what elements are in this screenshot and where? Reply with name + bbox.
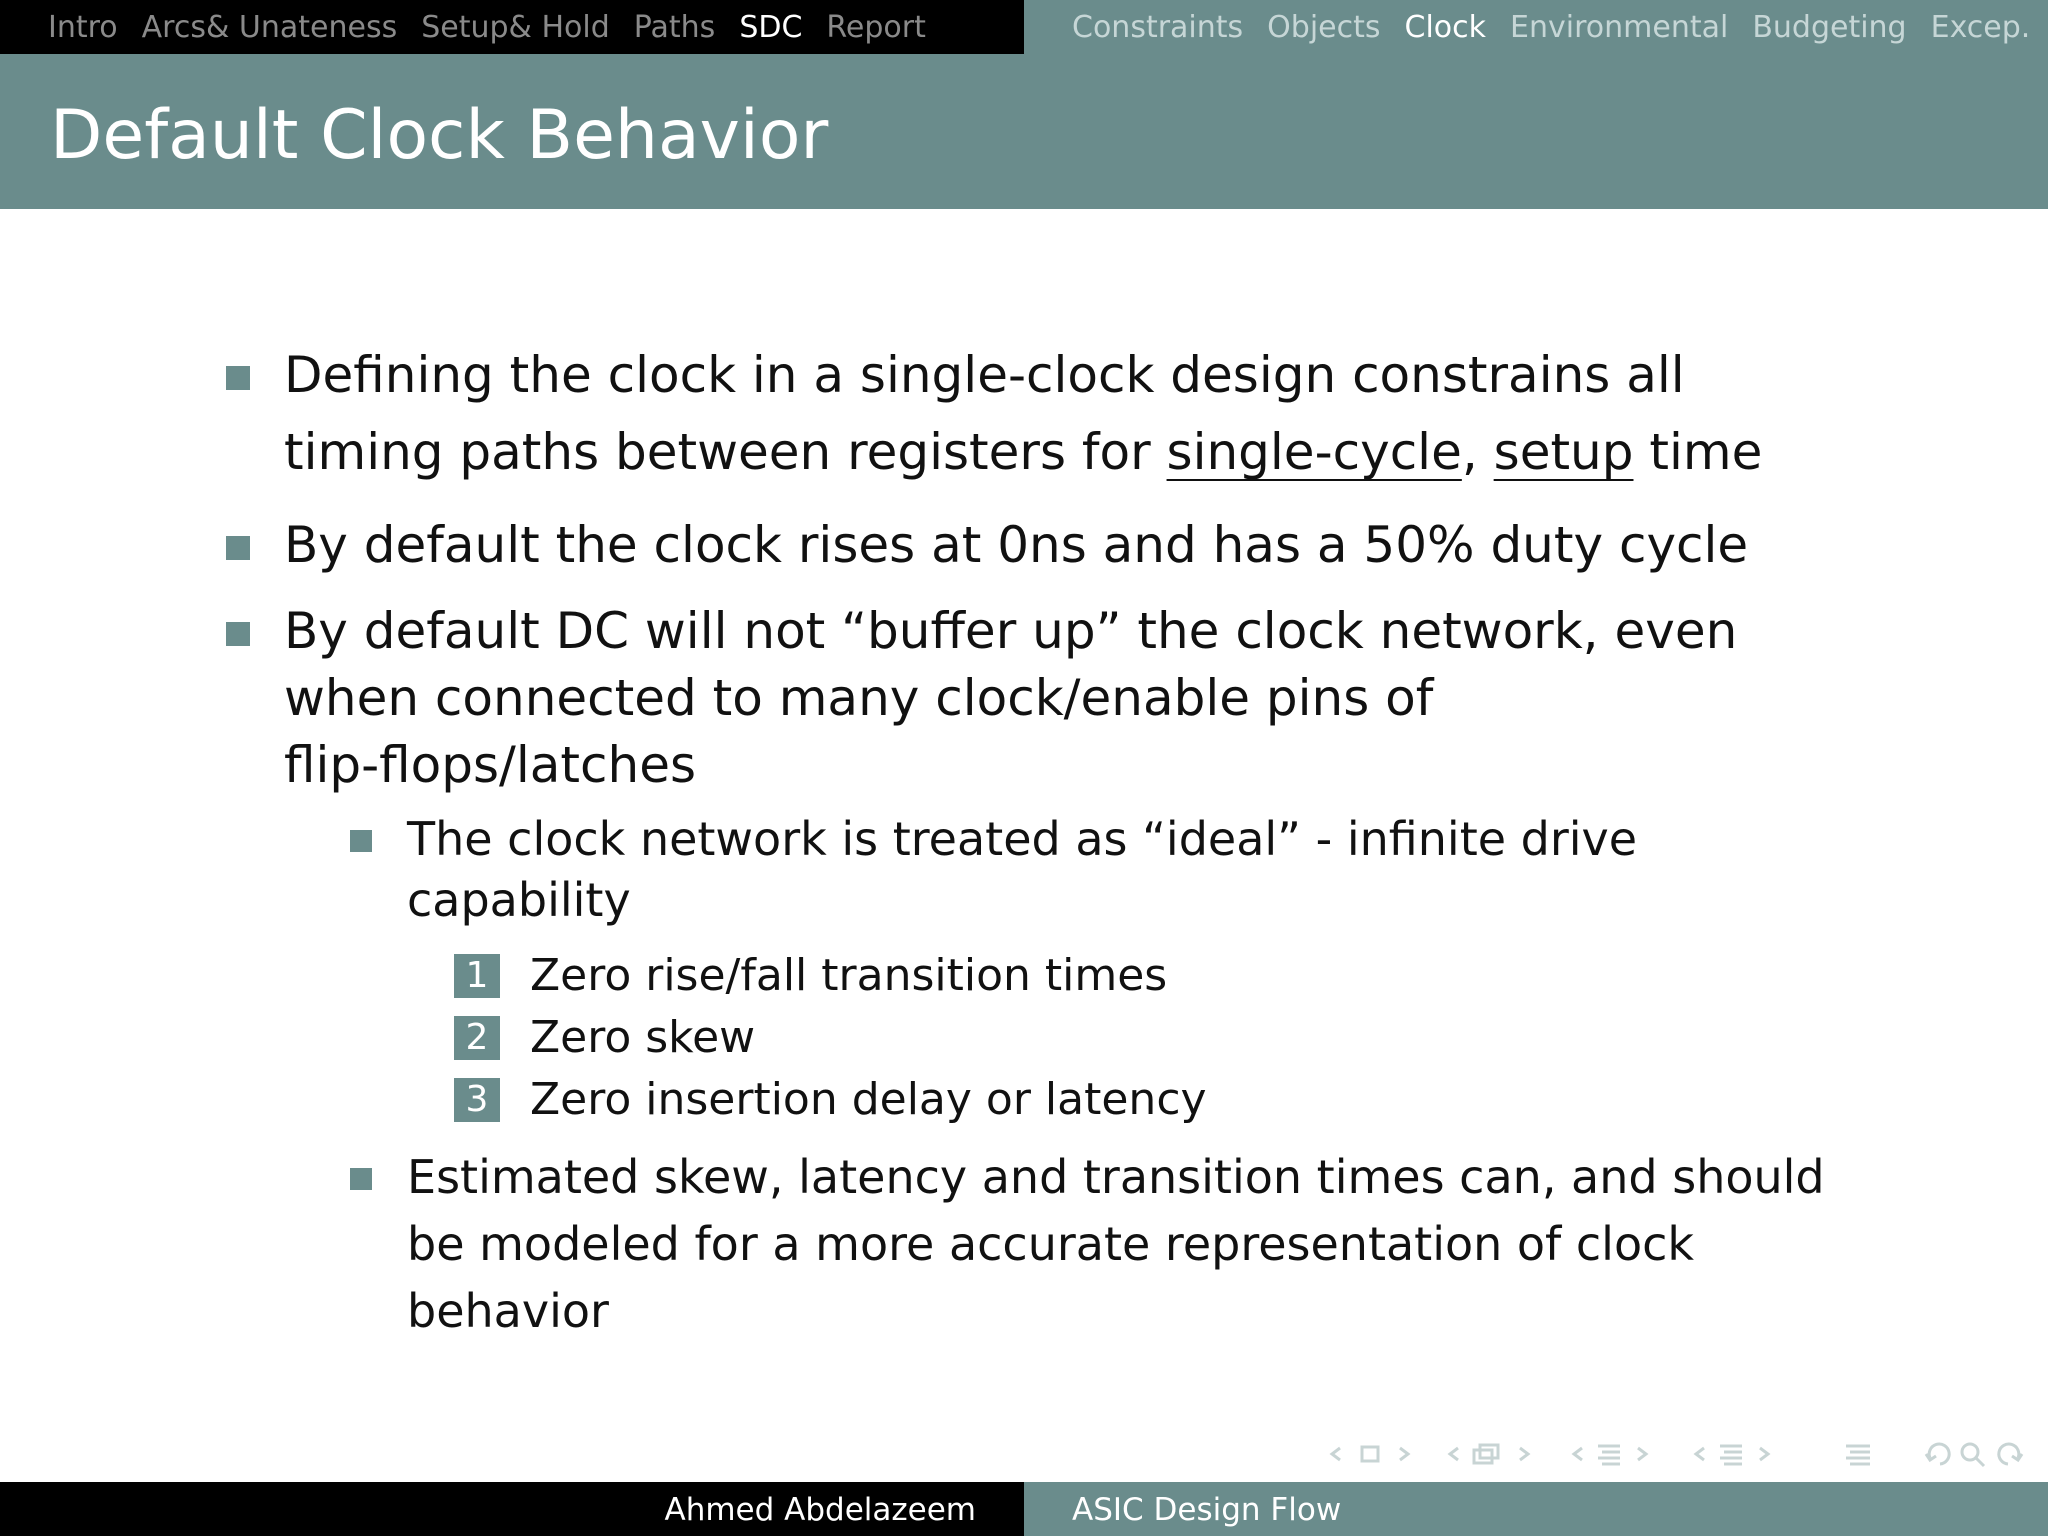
nav-section-sdc[interactable]: SDC bbox=[739, 9, 803, 45]
bullet-text: By default DC will not “buffer up” the clock network, even bbox=[284, 602, 1738, 660]
nav-section-arcs-unateness[interactable]: Arcs& Unateness bbox=[141, 9, 398, 45]
footer-left bbox=[0, 1482, 1024, 1536]
underlined-term: setup bbox=[1493, 423, 1634, 481]
enum-number-badge: 3 bbox=[454, 1078, 500, 1122]
nav-subsection-budgeting[interactable]: Budgeting bbox=[1752, 9, 1907, 45]
bullet-text: By default the clock rises at 0ns and has a 50% duty cycle bbox=[284, 516, 1749, 574]
enum-text: Zero rise/fall transition times bbox=[530, 950, 1168, 1001]
slide-nav-section-icon[interactable] bbox=[1568, 1436, 1698, 1472]
bullet-square-icon bbox=[226, 622, 250, 646]
slide-nav-search-icons[interactable] bbox=[1922, 1436, 2032, 1472]
slide-nav-outline-icon[interactable] bbox=[1840, 1436, 1890, 1472]
section-navigation-bar bbox=[0, 0, 2048, 54]
nav-subsection-objects[interactable]: Objects bbox=[1267, 9, 1381, 45]
bullet-text: flip-flops/latches bbox=[284, 736, 697, 794]
bullet-square-icon bbox=[350, 830, 372, 852]
bullet-square-icon bbox=[226, 536, 250, 560]
bullet-text: be modeled for a more accurate representation of clock bbox=[407, 1217, 1695, 1271]
nav-subsection-clock[interactable]: Clock bbox=[1404, 9, 1487, 45]
enum-number-badge: 2 bbox=[454, 1016, 500, 1060]
enum-number-badge: 1 bbox=[454, 954, 500, 998]
enum-text: Zero insertion delay or latency bbox=[530, 1074, 1207, 1125]
bullet-text: when connected to many clock/enable pins of bbox=[284, 669, 1434, 727]
footer-bar bbox=[0, 1482, 2048, 1536]
title-bar bbox=[0, 54, 2048, 209]
footer-course-title: ASIC Design Flow bbox=[1072, 1492, 1342, 1528]
bullet-text: capability bbox=[407, 873, 631, 927]
bullet-square-icon bbox=[350, 1168, 372, 1190]
footer-author: Ahmed Abdelazeem bbox=[664, 1492, 976, 1528]
bullet-text: timing paths between registers for single-cycle, setup time bbox=[284, 423, 1763, 481]
nav-subsection-exceptions[interactable]: Excep. bbox=[1930, 9, 2031, 45]
nav-section-intro[interactable]: Intro bbox=[48, 9, 118, 45]
underlined-term: single-cycle bbox=[1166, 423, 1462, 481]
enum-text: Zero skew bbox=[530, 1012, 756, 1063]
bullet-text: Defining the clock in a single-clock design constrains all bbox=[284, 346, 1685, 404]
footer-right bbox=[1024, 1482, 2048, 1536]
nav-section-setup-hold[interactable]: Setup& Hold bbox=[421, 9, 610, 45]
nav-subsection-environmental[interactable]: Environmental bbox=[1510, 9, 1729, 45]
bullet-text: The clock network is treated as “ideal” - infinite drive bbox=[407, 812, 1638, 866]
nav-section-paths[interactable]: Paths bbox=[633, 9, 716, 45]
slide-title: Default Clock Behavior bbox=[50, 96, 829, 175]
slide-nav-frame-icon[interactable] bbox=[1320, 1436, 1460, 1472]
bullet-text: Estimated skew, latency and transition times can, and should bbox=[407, 1150, 1825, 1204]
subsection-nav-right bbox=[1024, 0, 2048, 54]
beamer-navigation-controls bbox=[1320, 1436, 2040, 1472]
section-nav-left bbox=[0, 0, 1024, 54]
nav-subsection-constraints[interactable]: Constraints bbox=[1072, 9, 1244, 45]
nav-section-report[interactable]: Report bbox=[826, 9, 926, 45]
bullet-square-icon bbox=[226, 366, 250, 390]
bullet-text: behavior bbox=[407, 1284, 609, 1338]
slide-nav-document-icon[interactable] bbox=[1690, 1436, 1820, 1472]
